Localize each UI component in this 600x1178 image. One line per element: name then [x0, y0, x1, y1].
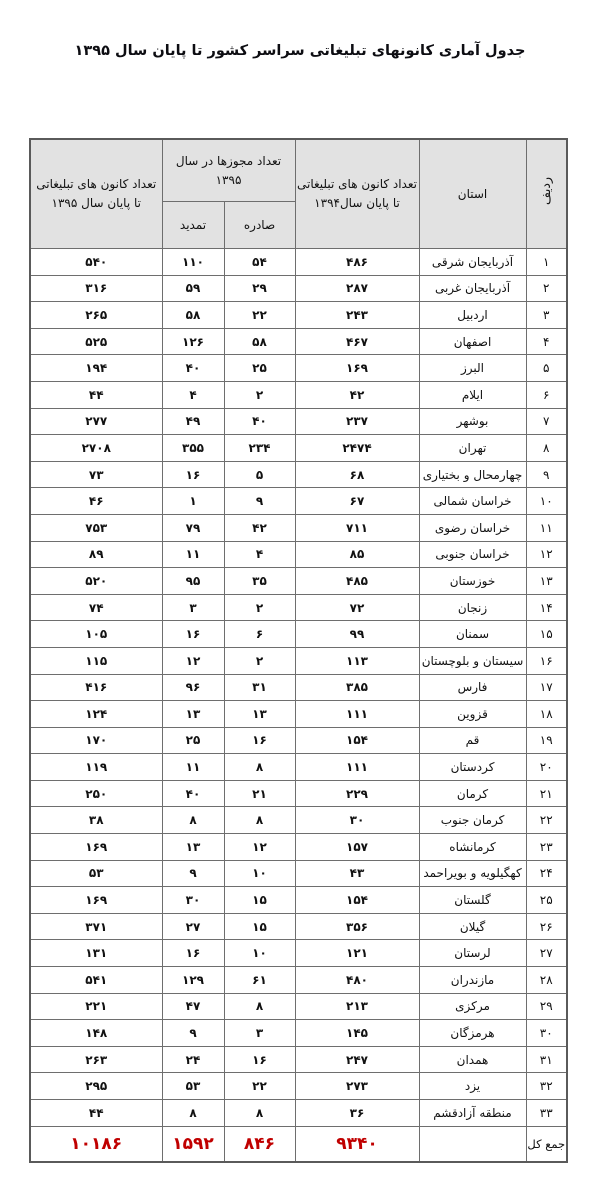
cell-row-number: ۱۴: [526, 594, 567, 621]
table-row: [30, 887, 567, 914]
cell-count-end-1394: ۲۷۳: [295, 1073, 419, 1100]
table-row: [30, 967, 567, 994]
cell-count-end-1395: ۵۳: [30, 860, 162, 887]
cell-permits-renewed: ۴۰: [162, 780, 224, 807]
cell-row-number: ۶: [526, 381, 567, 408]
cell-count-end-1394: ۴۳: [295, 860, 419, 887]
cell-count-end-1395: ۲۵۰: [30, 780, 162, 807]
cell-count-end-1394: ۱۶۹: [295, 355, 419, 382]
column-header-count-end-1395: تعداد کانون های تبلیغاتی تا پایان سال ۱۳۹۵: [30, 139, 162, 249]
cell-count-end-1394: ۱۱۱: [295, 701, 419, 728]
cell-province: اصفهان: [419, 328, 526, 355]
page-title: جدول آماری کانونهای تبلیغاتی سراسر کشور تا پایان سال ۱۳۹۵: [74, 43, 526, 59]
column-header-permits-renewed: تمدید: [162, 202, 224, 249]
cell-permits-renewed: ۵۹: [162, 275, 224, 302]
cell-province: لرستان: [419, 940, 526, 967]
cell-row-number: ۱۷: [526, 674, 567, 701]
cell-province: همدان: [419, 1046, 526, 1073]
cell-row-number: ۱۰: [526, 488, 567, 515]
table-row: [30, 834, 567, 861]
cell-permits-issued: ۶۱: [224, 967, 295, 994]
table-row: [30, 807, 567, 834]
cell-row-number: ۱۲: [526, 541, 567, 568]
cell-permits-renewed: ۱۳: [162, 701, 224, 728]
cell-count-end-1395: ۷۴: [30, 594, 162, 621]
cell-row-number: ۲۸: [526, 967, 567, 994]
cell-count-end-1394: ۷۱۱: [295, 514, 419, 541]
cell-row-number: ۲۵: [526, 887, 567, 914]
cell-permits-issued: ۴: [224, 541, 295, 568]
cell-permits-issued: ۹: [224, 488, 295, 515]
cell-count-end-1394: ۶۷: [295, 488, 419, 515]
cell-province: خوزستان: [419, 568, 526, 595]
cell-province: مرکزی: [419, 993, 526, 1020]
cell-permits-issued: ۲۱: [224, 780, 295, 807]
cell-permits-issued: ۱۳: [224, 701, 295, 728]
table-header: [30, 139, 567, 249]
table-body: [30, 249, 567, 1162]
cell-province: کردستان: [419, 754, 526, 781]
cell-permits-renewed: ۱۳: [162, 834, 224, 861]
cell-province: سیستان و بلوچستان: [419, 647, 526, 674]
table-row: [30, 1073, 567, 1100]
cell-permits-issued: ۴۰: [224, 408, 295, 435]
cell-permits-issued: ۱۲: [224, 834, 295, 861]
cell-count-end-1394: ۱۵۷: [295, 834, 419, 861]
cell-count-end-1395: ۲۷۷: [30, 408, 162, 435]
cell-count-end-1394: ۴۸۵: [295, 568, 419, 595]
table-row: [30, 568, 567, 595]
cell-permits-issued: ۸: [224, 993, 295, 1020]
cell-province: فارس: [419, 674, 526, 701]
cell-count-end-1395: ۱۲۴: [30, 701, 162, 728]
cell-province: منطقه آزادقشم: [419, 1100, 526, 1127]
table-row: [30, 328, 567, 355]
cell-province: مازندران: [419, 967, 526, 994]
column-header-row-number-label: ردیف: [538, 177, 553, 206]
cell-permits-renewed: ۱۱: [162, 754, 224, 781]
cell-permits-issued: ۲۹: [224, 275, 295, 302]
table-row: [30, 1046, 567, 1073]
cell-count-end-1395: ۵۲۰: [30, 568, 162, 595]
cell-province: ایلام: [419, 381, 526, 408]
cell-count-end-1395: ۲۷۰۸: [30, 435, 162, 462]
cell-province: گیلان: [419, 913, 526, 940]
table-row: [30, 860, 567, 887]
cell-row-number: ۳۳: [526, 1100, 567, 1127]
cell-permits-renewed: ۸: [162, 807, 224, 834]
cell-count-end-1394: ۱۴۵: [295, 1020, 419, 1047]
cell-permits-renewed: ۳۵۵: [162, 435, 224, 462]
cell-permits-issued: ۲: [224, 381, 295, 408]
cell-row-number: ۹: [526, 461, 567, 488]
cell-count-end-1395: ۲۹۵: [30, 1073, 162, 1100]
cell-row-number: ۱: [526, 249, 567, 276]
column-header-province: استان: [419, 139, 526, 249]
cell-count-end-1394: ۴۶۷: [295, 328, 419, 355]
table-row: [30, 727, 567, 754]
cell-province: گلستان: [419, 887, 526, 914]
table-row: [30, 594, 567, 621]
cell-province: کرمان جنوب: [419, 807, 526, 834]
cell-count-end-1394: ۴۸۰: [295, 967, 419, 994]
cell-permits-issued: ۱۰: [224, 860, 295, 887]
cell-province: البرز: [419, 355, 526, 382]
cell-province: هرمزگان: [419, 1020, 526, 1047]
cell-count-end-1395: ۵۲۵: [30, 328, 162, 355]
cell-permits-renewed: ۴۰: [162, 355, 224, 382]
cell-count-end-1395: ۴۴: [30, 1100, 162, 1127]
cell-count-end-1395: ۱۶۹: [30, 834, 162, 861]
cell-row-number: ۱۱: [526, 514, 567, 541]
table-row: [30, 488, 567, 515]
cell-count-end-1395: ۳۷۱: [30, 913, 162, 940]
cell-count-end-1395: ۱۴۸: [30, 1020, 162, 1047]
cell-count-end-1395: ۴۱۶: [30, 674, 162, 701]
cell-count-end-1394: ۸۵: [295, 541, 419, 568]
table-row: [30, 754, 567, 781]
cell-permits-issued: ۶: [224, 621, 295, 648]
cell-row-number: ۱۸: [526, 701, 567, 728]
cell-count-end-1394: ۲۸۷: [295, 275, 419, 302]
column-header-permits-issued: صادره: [224, 202, 295, 249]
table-row: [30, 302, 567, 329]
cell-count-end-1395: ۱۱۹: [30, 754, 162, 781]
cell-province: اردبیل: [419, 302, 526, 329]
cell-count-end-1395: ۵۴۰: [30, 249, 162, 276]
cell-count-end-1395: ۲۲۱: [30, 993, 162, 1020]
cell-count-end-1395: ۱۱۵: [30, 647, 162, 674]
cell-count-end-1394: ۲۴۷: [295, 1046, 419, 1073]
cell-count-end-1395: ۷۵۳: [30, 514, 162, 541]
cell-row-number: ۲: [526, 275, 567, 302]
cell-permits-issued: ۳۱: [224, 674, 295, 701]
cell-province: کهگیلویه و بویراحمد: [419, 860, 526, 887]
cell-permits-issued: ۴۲: [224, 514, 295, 541]
column-header-count-end-1394: تعداد کانون های تبلیغاتی تا پایان سال۱۳۹۴: [295, 139, 419, 249]
cell-permits-issued: ۸: [224, 807, 295, 834]
cell-row-number: ۲۴: [526, 860, 567, 887]
cell-count-end-1395: ۳۱۶: [30, 275, 162, 302]
cell-count-end-1394: ۶۸: [295, 461, 419, 488]
table-row: [30, 249, 567, 276]
cell-row-number: ۲۲: [526, 807, 567, 834]
table-row: [30, 780, 567, 807]
cell-row-number: ۲۱: [526, 780, 567, 807]
cell-count-end-1394: ۲۴۳: [295, 302, 419, 329]
cell-permits-renewed: ۱۶: [162, 461, 224, 488]
cell-permits-renewed: ۱۲۹: [162, 967, 224, 994]
cell-row-number: ۱۹: [526, 727, 567, 754]
cell-row-number: ۴: [526, 328, 567, 355]
cell-row-number: ۲۷: [526, 940, 567, 967]
total-permits-issued: ۸۴۶: [224, 1126, 295, 1162]
cell-permits-issued: ۱۵: [224, 887, 295, 914]
cell-permits-renewed: ۹۵: [162, 568, 224, 595]
cell-count-end-1394: ۲۲۹: [295, 780, 419, 807]
cell-count-end-1394: ۱۲۱: [295, 940, 419, 967]
statistics-table: [29, 138, 568, 1163]
cell-permits-renewed: ۱۱: [162, 541, 224, 568]
cell-row-number: ۱۶: [526, 647, 567, 674]
cell-row-number: ۷: [526, 408, 567, 435]
column-header-permits-1395-group: تعداد مجوزها در سال ۱۳۹۵: [162, 139, 295, 202]
total-province-blank: [419, 1126, 526, 1162]
cell-permits-renewed: ۳: [162, 594, 224, 621]
cell-row-number: ۳۱: [526, 1046, 567, 1073]
cell-permits-issued: ۵۸: [224, 328, 295, 355]
cell-province: آذربایجان شرقی: [419, 249, 526, 276]
cell-count-end-1395: ۸۹: [30, 541, 162, 568]
cell-permits-renewed: ۴۷: [162, 993, 224, 1020]
table-row: [30, 701, 567, 728]
cell-permits-renewed: ۲۵: [162, 727, 224, 754]
cell-count-end-1394: ۳۸۵: [295, 674, 419, 701]
cell-permits-renewed: ۱۶: [162, 940, 224, 967]
table-row: [30, 674, 567, 701]
cell-province: خراسان شمالی: [419, 488, 526, 515]
table-row: [30, 621, 567, 648]
cell-permits-issued: ۲۵: [224, 355, 295, 382]
cell-count-end-1395: ۴۴: [30, 381, 162, 408]
cell-permits-renewed: ۱۶: [162, 621, 224, 648]
table-row: [30, 461, 567, 488]
statistics-table-container: [31, 138, 568, 1163]
table-row: [30, 381, 567, 408]
cell-province: قزوین: [419, 701, 526, 728]
cell-permits-renewed: ۴: [162, 381, 224, 408]
cell-row-number: ۲۹: [526, 993, 567, 1020]
cell-permits-issued: ۳۵: [224, 568, 295, 595]
cell-count-end-1394: ۱۱۱: [295, 754, 419, 781]
cell-province: کرمانشاه: [419, 834, 526, 861]
cell-province: سمنان: [419, 621, 526, 648]
cell-permits-issued: ۳: [224, 1020, 295, 1047]
cell-count-end-1394: ۹۹: [295, 621, 419, 648]
cell-province: تهران: [419, 435, 526, 462]
cell-province: قم: [419, 727, 526, 754]
table-row: [30, 514, 567, 541]
table-row: [30, 940, 567, 967]
cell-permits-renewed: ۹: [162, 860, 224, 887]
cell-permits-issued: ۲: [224, 594, 295, 621]
cell-permits-issued: ۲: [224, 647, 295, 674]
table-row: [30, 435, 567, 462]
cell-permits-issued: ۱۰: [224, 940, 295, 967]
cell-permits-issued: ۲۳۴: [224, 435, 295, 462]
cell-row-number: ۲۰: [526, 754, 567, 781]
table-row: [30, 275, 567, 302]
cell-count-end-1395: ۱۹۴: [30, 355, 162, 382]
cell-row-number: ۳۰: [526, 1020, 567, 1047]
cell-permits-renewed: ۳۰: [162, 887, 224, 914]
cell-province: خراسان جنوبی: [419, 541, 526, 568]
table-row: [30, 913, 567, 940]
cell-row-number: ۵: [526, 355, 567, 382]
cell-count-end-1394: ۱۱۳: [295, 647, 419, 674]
cell-count-end-1395: ۷۳: [30, 461, 162, 488]
cell-count-end-1394: ۴۲: [295, 381, 419, 408]
table-row: [30, 647, 567, 674]
table-row: [30, 541, 567, 568]
table-row: [30, 1020, 567, 1047]
cell-count-end-1394: ۳۵۶: [295, 913, 419, 940]
cell-count-end-1395: ۲۶۵: [30, 302, 162, 329]
cell-province: چهارمحال و بختیاری: [419, 461, 526, 488]
cell-province: کرمان: [419, 780, 526, 807]
cell-permits-renewed: ۵۸: [162, 302, 224, 329]
cell-permits-renewed: ۹۶: [162, 674, 224, 701]
cell-count-end-1395: ۱۳۱: [30, 940, 162, 967]
cell-province: آذربایجان غربی: [419, 275, 526, 302]
total-count-end-1395: ۱۰۱۸۶: [30, 1126, 162, 1162]
cell-province: زنجان: [419, 594, 526, 621]
table-total-row: [30, 1126, 567, 1162]
column-header-row-number: [526, 139, 567, 249]
cell-permits-issued: ۱۶: [224, 727, 295, 754]
cell-permits-renewed: ۱۲: [162, 647, 224, 674]
cell-province: خراسان رضوی: [419, 514, 526, 541]
cell-permits-issued: ۸: [224, 754, 295, 781]
cell-province: بوشهر: [419, 408, 526, 435]
cell-count-end-1394: ۳۶: [295, 1100, 419, 1127]
cell-permits-renewed: ۴۹: [162, 408, 224, 435]
cell-row-number: ۱۳: [526, 568, 567, 595]
table-row: [30, 993, 567, 1020]
cell-permits-renewed: ۱۲۶: [162, 328, 224, 355]
table-row: [30, 408, 567, 435]
cell-count-end-1395: ۲۶۳: [30, 1046, 162, 1073]
cell-count-end-1394: ۲۳۷: [295, 408, 419, 435]
table-row: [30, 1100, 567, 1127]
total-label: جمع کل: [526, 1126, 567, 1162]
cell-permits-renewed: ۱: [162, 488, 224, 515]
cell-permits-issued: ۲۲: [224, 1073, 295, 1100]
cell-permits-issued: ۵۴: [224, 249, 295, 276]
cell-row-number: ۸: [526, 435, 567, 462]
cell-row-number: ۳۲: [526, 1073, 567, 1100]
cell-row-number: ۱۵: [526, 621, 567, 648]
cell-province: یزد: [419, 1073, 526, 1100]
cell-count-end-1394: ۷۲: [295, 594, 419, 621]
cell-count-end-1395: ۵۴۱: [30, 967, 162, 994]
total-permits-renewed: ۱۵۹۲: [162, 1126, 224, 1162]
cell-count-end-1394: ۴۸۶: [295, 249, 419, 276]
cell-count-end-1394: ۱۵۴: [295, 727, 419, 754]
cell-count-end-1395: ۱۰۵: [30, 621, 162, 648]
cell-permits-issued: ۲۲: [224, 302, 295, 329]
cell-permits-issued: ۵: [224, 461, 295, 488]
cell-permits-renewed: ۸: [162, 1100, 224, 1127]
header-row-primary: [30, 139, 567, 202]
cell-count-end-1394: ۳۰: [295, 807, 419, 834]
cell-row-number: ۳: [526, 302, 567, 329]
cell-count-end-1394: ۲۱۳: [295, 993, 419, 1020]
total-count-end-1394: ۹۳۴۰: [295, 1126, 419, 1162]
cell-permits-renewed: ۷۹: [162, 514, 224, 541]
cell-permits-renewed: ۹: [162, 1020, 224, 1047]
cell-row-number: ۲۳: [526, 834, 567, 861]
cell-count-end-1395: ۱۶۹: [30, 887, 162, 914]
cell-count-end-1395: ۳۸: [30, 807, 162, 834]
cell-count-end-1395: ۱۷۰: [30, 727, 162, 754]
cell-permits-renewed: ۵۳: [162, 1073, 224, 1100]
cell-permits-issued: ۱۵: [224, 913, 295, 940]
cell-permits-renewed: ۲۷: [162, 913, 224, 940]
cell-row-number: ۲۶: [526, 913, 567, 940]
cell-permits-issued: ۱۶: [224, 1046, 295, 1073]
cell-permits-issued: ۸: [224, 1100, 295, 1127]
table-row: [30, 355, 567, 382]
cell-permits-renewed: ۲۴: [162, 1046, 224, 1073]
cell-count-end-1394: ۲۴۷۴: [295, 435, 419, 462]
cell-permits-renewed: ۱۱۰: [162, 249, 224, 276]
cell-count-end-1394: ۱۵۴: [295, 887, 419, 914]
cell-count-end-1395: ۴۶: [30, 488, 162, 515]
